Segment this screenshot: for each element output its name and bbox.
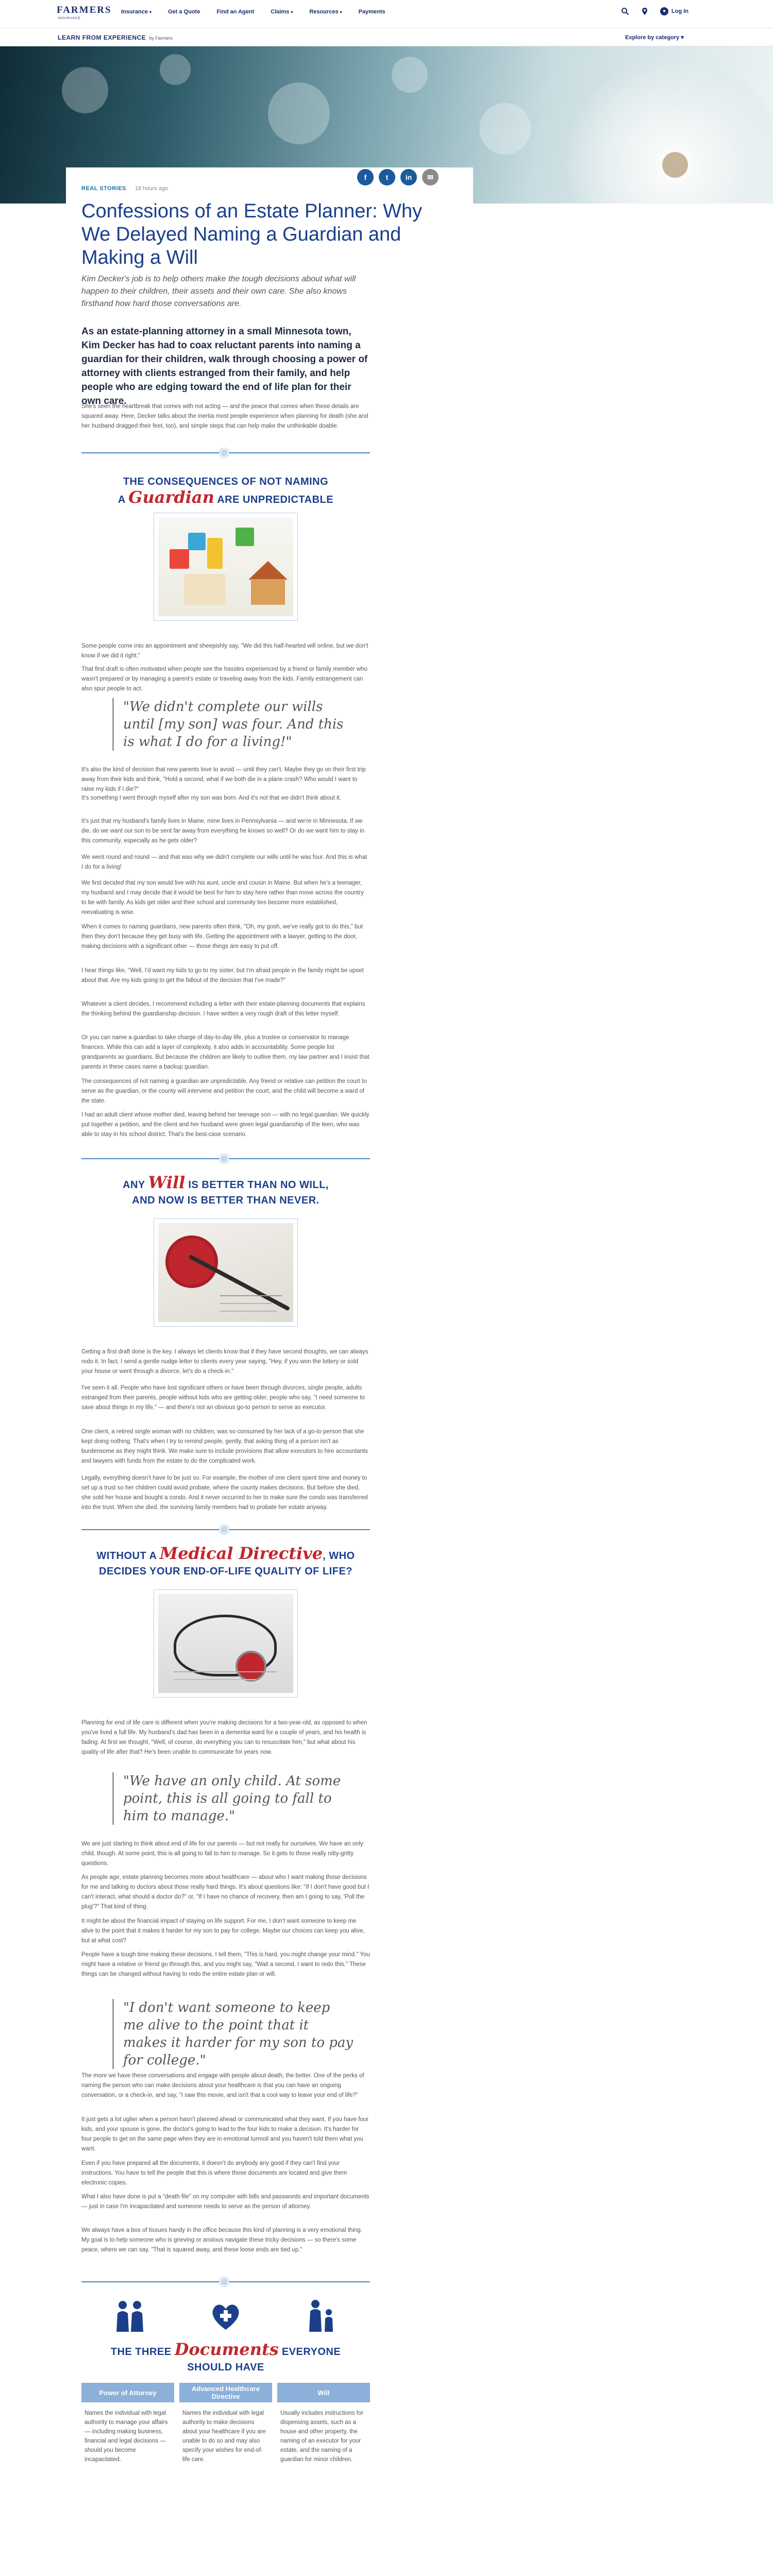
chevron-down-icon: ▾: [340, 10, 342, 14]
nav-find-agent[interactable]: Find an Agent: [216, 9, 255, 15]
logo-wordmark: FARMERS: [57, 5, 112, 15]
heading-line-1: THE THREE Documents EVERYONE: [110, 2340, 341, 2359]
column-heading: Advanced Healthcare Directive: [179, 2383, 272, 2402]
section-brand[interactable]: LEARN FROM EXPERIENCE by Farmers: [58, 34, 173, 41]
paragraph: We are just starting to think about end of life for our parents — but not really for ourselves. We have an only child, though. At some point, this is all going to fall to him to manage. So it gets to those really nitty-gritty questions.: [81, 1841, 363, 1867]
bokeh-light: [392, 57, 428, 93]
document-icons: [81, 2298, 370, 2339]
column-heading: Power of Attorney: [81, 2383, 174, 2402]
heading-line-1: ANY Will IS BETTER THAN NO WILL,: [123, 1173, 329, 1192]
document-column: [179, 2383, 272, 2464]
section-bar: [0, 28, 773, 46]
paragraph: What I also have done is put a "death file" on my computer with bills and passwords and important documents — just in case I'm incapacitated and someone needs to serve as the person of attorney.: [81, 2194, 369, 2210]
column-heading: Will: [277, 2383, 370, 2402]
paragraph: It's also the kind of decision that new parents love to avoid — until they can't. Maybe they go on their first trip away from their kids and think, "Hold a second, what if we both die in a plane crash? Who would I want to raise my kids if I die?": [81, 767, 366, 792]
nav-insurance[interactable]: Insurance ▾: [121, 9, 152, 15]
dandelion-seedhead: [567, 57, 773, 204]
document-column: [277, 2383, 370, 2464]
intro-paragraph: She's seen the heartbreak that comes with not acting — and the peace that comes when these details are squared away. Here, Decker talks about the inertia most people experience when planning for death (she and her husband dragged their feet, too), and simple steps that can help make the unthinkable doable.: [81, 403, 368, 429]
category-tag[interactable]: REAL STORIES: [81, 185, 126, 192]
nav-claims[interactable]: Claims ▾: [271, 9, 293, 15]
paragraph: Getting a first draft done is the key. I always let clients know that if they have second thoughts, we can always redo it. In fact, I send a gentle nudge letter to clients every year saying, "Hey, if you won the lottery or sold your house or went through a divorce, let's do a check-in.": [81, 1349, 368, 1375]
paragraph: The consequences of not naming a guardian are unpredictable. Any friend or relative can petition the court to serve as the guardian, or the county will intervene and petition the court, and the child will become a ward of the state.: [81, 1078, 367, 1104]
family-icon: [112, 2298, 148, 2336]
column-body: Names the individual with legal authority to make decisions about your healthcare if you are unable to do so and may also specify your wishes for end-of-life care.: [182, 2410, 266, 2463]
pull-quote: "We have an only child. At some point, this is all going to fall to him to manage.": [112, 1772, 355, 1825]
column-body: Names the individual with legal authority to manage your affairs — including making business, financial and legal decisions — should you become incapacitated.: [85, 2410, 168, 2463]
heading-script-word: Documents: [174, 2340, 279, 2359]
paragraph: Even if you have prepared all the documents, it doesn't do anybody any good if they can't find your instructions. You have to tell the people that this is where those documents are located and give them electronic copies.: [81, 2160, 347, 2186]
search-icon[interactable]: [621, 7, 629, 15]
section-divider: [81, 1525, 370, 1534]
documents-columns: [81, 2383, 370, 2464]
heading-script-word: Guardian: [128, 487, 214, 507]
logo-subtext: INSURANCE: [58, 17, 81, 20]
bokeh-light: [479, 103, 531, 155]
paragraph: Legally, everything doesn't have to be just so. For example, the mother of one client spent time and money to set up a trust so her children could avoid probate, where the county makes decisions. But before she died, she sold her house and bought a condo. And it never occurred to her to make sure the condo was transferred into the trust. When she died, the surviving family members had to probate her estate anyway.: [81, 1475, 368, 1511]
heading-line-1: THE CONSEQUENCES OF NOT NAMING: [123, 476, 329, 487]
location-pin-icon[interactable]: [641, 7, 649, 15]
farmers-logo[interactable]: [57, 5, 119, 23]
paragraph: As people age, estate planning becomes more about healthcare — about who I want making those decisions for me and talking to doctors about those really hard things. It's about questions like: "If I don't have good but I can't interact, what should a doctor do?" or, "If I have no chance of recovery, then am I going to say, 'Pull the plug'?" That kind of thing.: [81, 1874, 369, 1910]
section-heading-documents: [81, 2342, 370, 2375]
article-deck: Kim Decker's job is to help others make the tough decisions about what will happen to their children, their assets and their own care. She also knows firsthand how hard those conversations are.: [81, 275, 356, 308]
paragraph: Planning for end of life care is different when you're making decisions for a two-year-old, as opposed to when you've lived a full life. My husband's dad has been in a dementia ward for a couple of years, and his health is fading. At first we thought, "Well, of course, do everything you can to resuscitate him," but what about his quality of life after that? He's been unable to communicate for years now.: [81, 1720, 367, 1755]
article-meta: [81, 185, 168, 192]
paragraph: Or you can name a guardian to take charge of day-to-day life, plus a trustee or conservator to manage finances. While this can add a layer of complexity, it also adds in accountability. Some people list grandparents as guardians. But because the children are likely to outlive them, my law partner and I insist that parents in these cases name a backup guardian.: [81, 1035, 369, 1070]
paragraph: I've seen it all. People who have lost significant others or have been through divorces, single people, adults estranged from their parents, people without kids who are getting older, people who say, "I need someone to save about things in my life," — and there's not an obvious go-to person to serve as executor.: [81, 1385, 365, 1411]
main-menu: [121, 9, 385, 15]
paragraph: People have a tough time making these decisions. I tell them, "This is hard, you might change your mind." You might have a relative or friend go through this, and you might say, "Wait a second, I want to redo this." These things can be changed without having to redo the entire estate plan or will.: [81, 1952, 370, 1977]
heading-line-1: WITHOUT A Medical Directive, WHO: [96, 1544, 355, 1563]
heading-script-word: Medical Directive: [159, 1544, 323, 1563]
bokeh-light: [268, 82, 330, 144]
heading-line-2: AND NOW IS BETTER THAN NEVER.: [132, 1195, 320, 1206]
top-navigation: [0, 0, 773, 28]
login-label: Log In: [671, 8, 688, 14]
paragraph: I hear things like, "Well, I'd want my kids to go to my sister, but I'm afraid people in the family might be upset about that. Are my kids going to get the fallout of the decision that I've made?": [81, 968, 364, 984]
nav-tools: [621, 7, 688, 15]
publish-date: 18 hours ago: [135, 185, 169, 192]
paragraph: We always have a box of tissues handy in the office because this kind of planning is a very emotional thing. My goal is to help someone who is grieving or anxious navigate these tricky decisions — so there's some peace, where we can say, "That is squared away, and these loose ends are tied up.": [81, 2227, 362, 2253]
linkedin-share-button[interactable]: in: [400, 169, 417, 185]
figure-pen-seal: [154, 1218, 298, 1327]
column-body: Usually includes instructions for dispensing assets, such as a house and other property, the naming of an executor for your estate, and the naming of a guardian for minor children.: [280, 2410, 364, 2463]
chevron-down-icon: ▾: [291, 10, 293, 14]
paragraph: We first decided that my son would live with his aunt, uncle and cousin in Maine. But when he's a teenager, my husband and I may decide that it would be best for him to stay here rather than move across the country to be with family. As kids get older and their school and community ties become more established, reevaluating is wise.: [81, 880, 364, 916]
section-heading-will: [81, 1175, 370, 1208]
user-icon: ●: [660, 7, 668, 15]
medical-heart-icon: [208, 2298, 244, 2336]
paragraph: I had an adult client whose mother died, leaving behind her teenage son — with no legal guardian. We quickly put together a petition, and the client and her husband were given legal guardianship of the teen, who was able to stay in his school district. That's the best-case scenario.: [81, 1112, 369, 1138]
section-divider: [81, 1154, 370, 1163]
figure-toy-house: [154, 513, 298, 621]
facebook-share-button[interactable]: f: [357, 169, 374, 185]
heading-line-2: A Guardian ARE UNPREDICTABLE: [117, 487, 334, 507]
paragraph: It's just that my husband's family lives in Maine, mine lives in Pennsylvania — and we're in Minnesota. If we die, do we want our son to be sent far away from everything he knows so well? Or do we want him to stay in this community, especially as he gets older?: [81, 818, 365, 844]
paragraph: That first draft is often motivated when people see the hassles experienced by a friend or family member who wasn't prepared or by managing a parent's estate or traveling away from the kids. Family estrangement can also spur people to act.: [81, 666, 367, 692]
paragraph: Whatever a client decides, I recommend including a letter with their estate-planning documents that explains the thinking behind the guardianship decision. I have written a very rough draft of this letter myself.: [81, 1001, 365, 1017]
dandelion-core: [662, 152, 688, 178]
figure-stethoscope: [154, 1589, 298, 1698]
login-link[interactable]: [660, 7, 688, 15]
paragraph: It just gets a lot uglier when a person hasn't planned ahead or communicated what they want. If you have four kids, and your spouse is gone, the doctor's going to lead to the four kids to make a decision. It's harder for four people to get on the same page when they are in emotional turmoil and you haven't told them what you want.: [81, 2116, 369, 2152]
share-buttons: [357, 169, 439, 185]
paragraph: When it comes to naming guardians, new parents often think, "Oh, my gosh, we've really got to do this," but then they don't because they get busy with life. Getting the appointment with a lawyer, getting to the door, making decisions with a significant other — those things are easy to put off.: [81, 924, 363, 950]
heading-script-word: Will: [148, 1173, 186, 1192]
heading-line-2: DECIDES YOUR END-OF-LIFE QUALITY OF LIFE?: [99, 1566, 352, 1577]
chevron-down-icon: ▾: [681, 35, 684, 41]
pull-quote: "I don't want someone to keep me alive to the point that it makes it harder for my son to pay for college.": [112, 1999, 355, 2069]
nav-payments[interactable]: Payments: [358, 9, 385, 15]
section-divider: [81, 448, 370, 457]
article-lead: As an estate-planning attorney in a small Minnesota town, Kim Decker has had to coax reluctant parents into naming a guardian for their children, walk through choosing a power of attorney with clients estranged from their family, and help people who are edging toward the end of life plan for their own care.: [81, 326, 368, 406]
paragraph: Some people come into an appointment and sheepishly say, "We did this half-hearted will online, but we don't know if we did it right.": [81, 643, 368, 659]
heading-line-2: SHOULD HAVE: [187, 2362, 264, 2373]
section-heading-medical-directive: [81, 1546, 370, 1579]
document-column: [81, 2383, 174, 2464]
nav-resources[interactable]: Resources ▾: [309, 9, 342, 15]
article-title: Confessions of an Estate Planner: Why We Delayed Naming a Guardian and Making a Will: [81, 200, 423, 268]
section-heading-guardian: [81, 474, 370, 507]
email-share-button[interactable]: ✉: [422, 169, 439, 185]
paragraph: The more we have these conversations and engage with people about death, the better. One of the perks of naming the person who can make decisions about your healthcare is that you can have an ongoing conversation, or a check-in, and say, "I saw this movie, and isn't that a cool way to leave your end of life?": [81, 2073, 364, 2098]
explore-category-dropdown[interactable]: Explore by category ▾: [625, 35, 684, 41]
paragraph: It's something I went through myself after my son was born. And it's not that we didn't think about it.: [81, 795, 341, 801]
section-divider: [81, 2277, 370, 2286]
parent-child-icon: [303, 2298, 339, 2336]
twitter-share-button[interactable]: t: [379, 169, 395, 185]
chevron-down-icon: ▾: [149, 10, 152, 14]
nav-get-quote[interactable]: Get a Quote: [167, 9, 200, 15]
bokeh-light: [160, 54, 191, 85]
paragraph: We went round and round — and that was why we didn't complete our wills until he was four. And this is what I do for a living!: [81, 854, 367, 870]
bokeh-light: [62, 67, 108, 113]
pull-quote: "We didn't complete our wills until [my son] was four. And this is what I do for a living!": [112, 698, 355, 751]
paragraph: It might be about the financial impact of staying on life support. For me, I don't want someone to keep me alive to the point that it makes it harder for my son to pay for college. Maybe our choices can keep you alive, but at what cost?: [81, 1918, 365, 1944]
paragraph: One client, a retired single woman with no children, was so consumed by her lack of a go-to person that she kept doing nothing. That's when I try to remind people, gently, that asking thing of a person isn't as burdensome as they might think. We make sure to include provisions that allow executors to hire accountants and lawyers with funds from the estate to do the complicated work.: [81, 1429, 368, 1464]
section-brand-by: by Farmers: [149, 36, 173, 41]
